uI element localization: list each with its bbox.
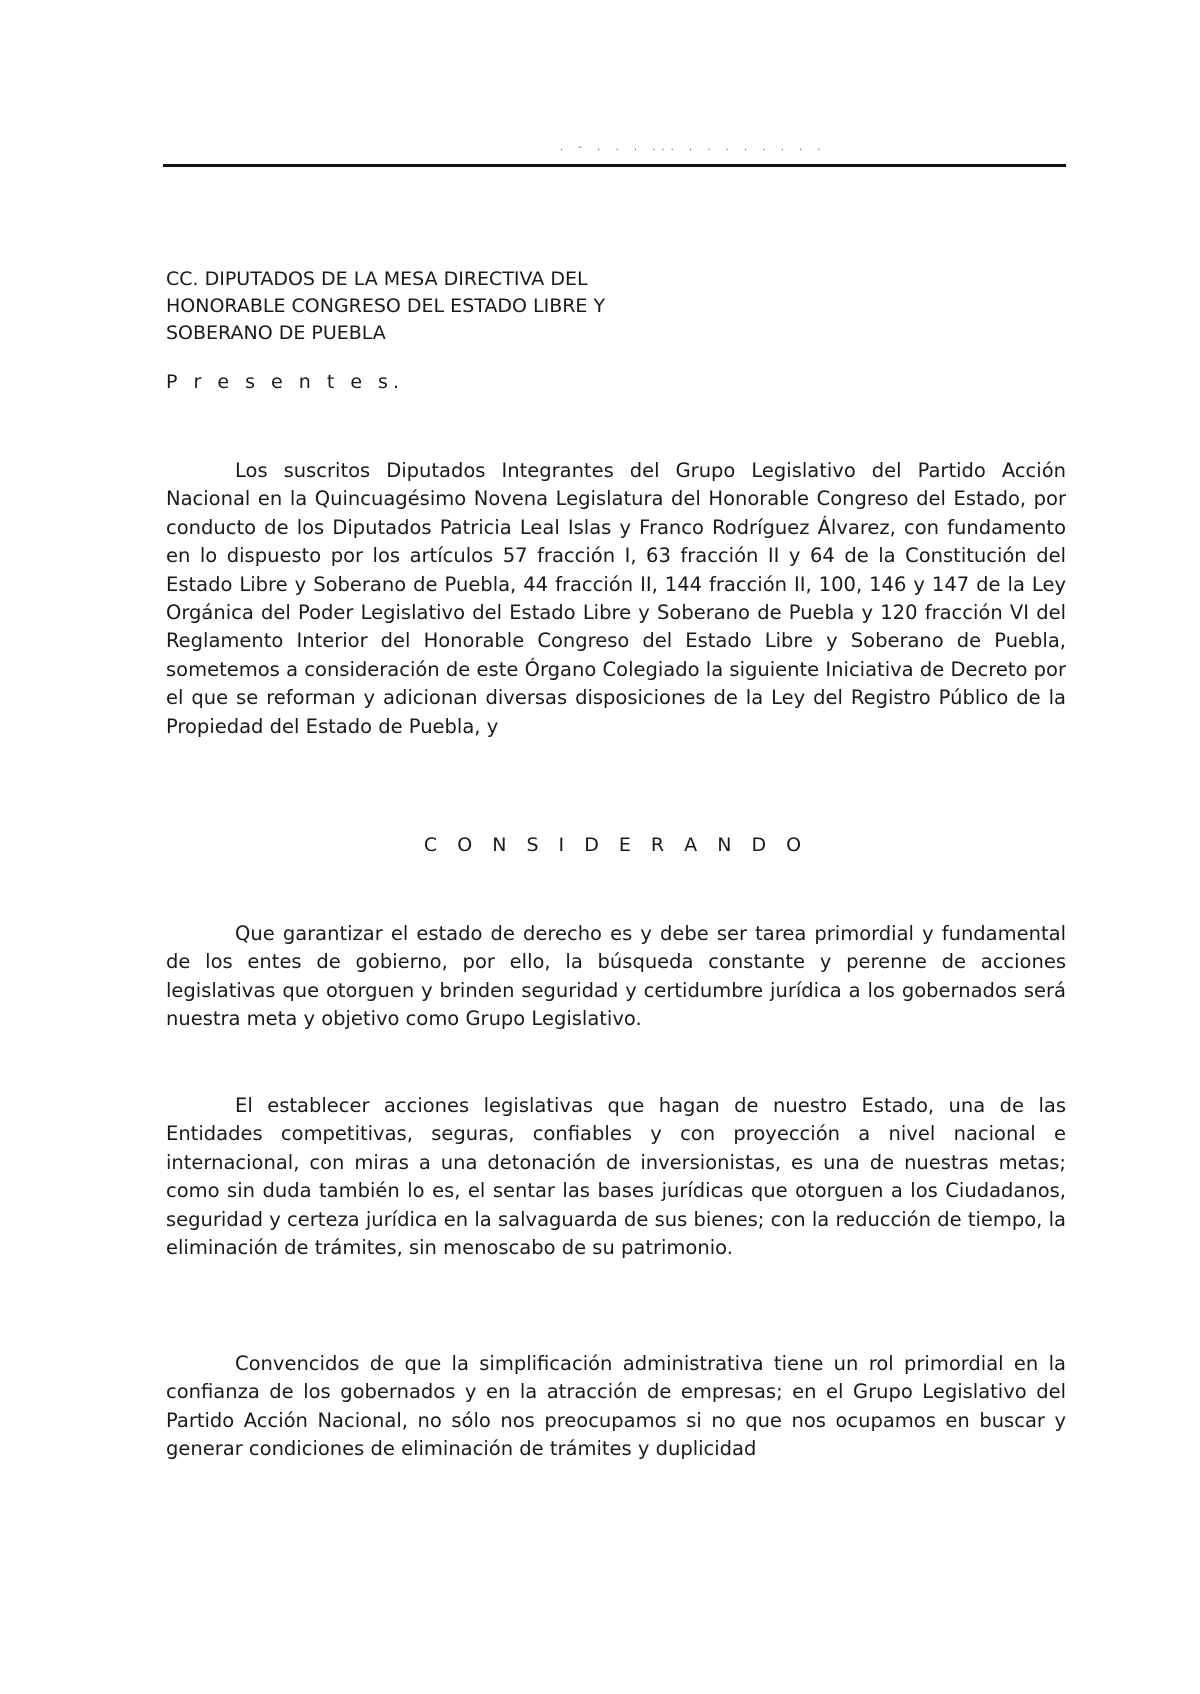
- header-faint-text: . - . . . ... . . . . . . . .: [560, 142, 827, 150]
- body-paragraph-3: Convencidos de que la simplificación administrativa tiene un rol primordial en la confianza de los gobernados y en la atracción de empresas; en el Grupo Legislativo del Partido Acción Nacional, no sólo nos preocupamos si no que nos ocupamos en buscar y generar condiciones de eliminación de trámites y duplicidad: [166, 1352, 1066, 1461]
- salutation: P r e s e n t e s.: [166, 371, 404, 393]
- body-paragraph-2: El establecer acciones legislativas que hagan de nuestro Estado, una de las Entidades competitivas, seguras, confiables y con proyección a nivel nacional e internacional, con miras a una detonación de inversionistas, es una de nuestras metas; como sin duda también lo es, el sentar las bases jurídicas que otorguen a los Ciudadanos, seguridad y certeza jurídica en la salvaguarda de sus bienes; con la reducción de tiempo, la eliminación de trámites, sin menoscabo de su patrimonio.: [166, 1094, 1066, 1260]
- addressee-line: HONORABLE CONGRESO DEL ESTADO LIBRE Y: [166, 295, 606, 317]
- header-rule: [163, 164, 1066, 167]
- addressee-line: SOBERANO DE PUEBLA: [166, 322, 386, 344]
- addressee-block: [166, 266, 866, 347]
- addressee-line: CC. DIPUTADOS DE LA MESA DIRECTIVA DEL: [166, 268, 588, 290]
- intro-paragraph: Los suscritos Diputados Integrantes del Grupo Legislativo del Partido Acción Nacional en la Quincuagésimo Novena Legislatura del Honorable Congreso del Estado, por conducto de los Diputados Patricia Leal Islas y Franco Rodríguez Álvarez, con fundamento en lo dispuesto por los artículos 57 fracción I, 63 fracción II y 64 de la Constitución del Estado Libre y Soberano de Puebla, 44 fracción II, 144 fracción II, 100, 146 y 147 de la Ley Orgánica del Poder Legislativo del Estado Libre y Soberano de Puebla y 120 fracción VI del Reglamento Interior del Honorable Congreso del Estado Libre y Soberano de Puebla, sometemos a consideración de este Órgano Colegiado la siguiente Iniciativa de Decreto por el que se reforman y adicionan diversas disposiciones de la Ley del Registro Público de la Propiedad del Estado de Puebla, y: [166, 459, 1066, 738]
- body-paragraph-1: Que garantizar el estado de derecho es y debe ser tarea primordial y fundamental de los entes de gobierno, por ello, la búsqueda constante y perenne de acciones legislativas que otorguen y brinden seguridad y certidumbre jurídica a los gobernados será nuestra meta y objetivo como Grupo Legislativo.: [166, 922, 1066, 1031]
- considerando-heading: C O N S I D E R A N D O: [423, 834, 809, 856]
